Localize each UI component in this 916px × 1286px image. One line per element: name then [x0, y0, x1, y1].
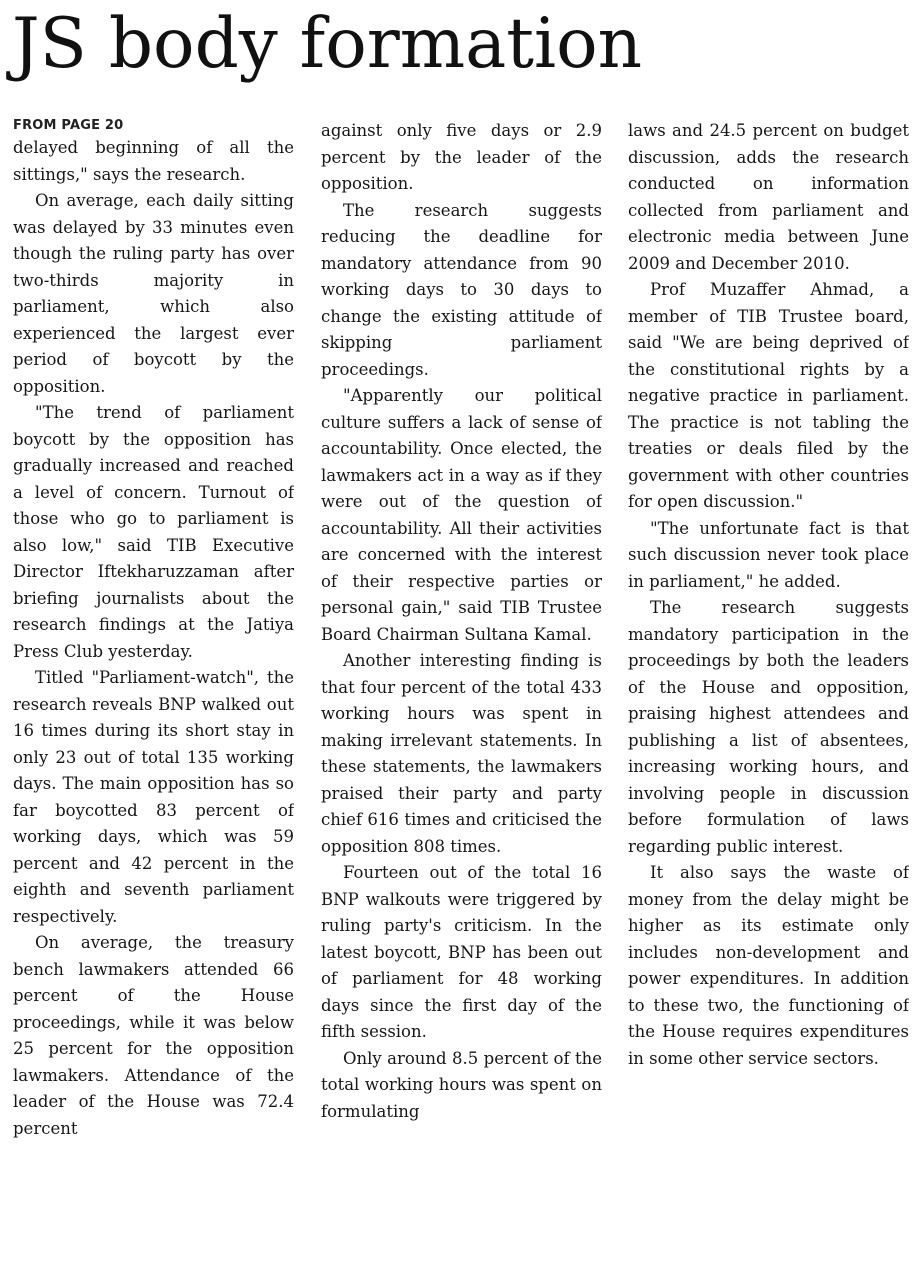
article-paragraph: On average, the treasury bench lawmakers attended 66 percent of the House proceedings, while it was below 25 percent for the opposition lawmakers. Attendance of the leader of the House was 72.4 percent: [13, 933, 294, 1138]
article-paragraph: delayed beginning of all the sittings," says the research.: [13, 138, 294, 184]
article-paragraph: The research suggests mandatory participation in the proceedings by both the leaders of the House and opposition, praising highest attendees and publishing a list of absentees, increasing working hours, and involving people in discussion before formulation of laws regarding public interest.: [628, 598, 909, 856]
article-paragraph: The research suggests reducing the deadline for mandatory attendance from 90 working days to 30 days to change the existing attitude of skipping parliament proceedings.: [321, 200, 602, 379]
article-paragraph: Prof Muzaffer Ahmad, a member of TIB Trustee board, said "We are being deprived of the constitutional rights by a negative practice in parliament. The practice is not tabling the treaties or deals filed by the government with other countries for open discussion.": [628, 280, 909, 511]
article-paragraph: against only five days or 2.9 percent by the leader of the opposition.: [321, 121, 602, 193]
article-paragraph: Titled "Parliament-watch", the research reveals BNP walked out 16 times during its short stay in only 23 out of total 135 working days. The main opposition has so far boycotted 83 percent of working days, which was 59 percent and 42 percent in the eighth and seventh parliament respectively.: [13, 668, 294, 926]
article-column-2: [321, 116, 602, 1286]
headline: JS body formation: [12, 4, 643, 84]
article-paragraph: "The trend of parliament boycott by the opposition has gradually increased and reached a level of concern. Turnout of those who go to parliament is also low," said TIB Executive Director Iftekharuzzaman after briefing journalists about the research findings at the Jatiya Press Club yesterday.: [13, 403, 294, 661]
article-paragraph: Only around 8.5 percent of the total working hours was spent on formulating: [321, 1048, 602, 1121]
continued-from-label: FROM PAGE 20: [13, 118, 124, 133]
article-paragraph: "Apparently our political culture suffers a lack of sense of accountability. Once elected, the lawmakers act in a way as if they were out of the question of accountability. All their activities are concerned with the interest of their respective parties or personal gain," said TIB Trustee Board Chairman Sultana Kamal.: [321, 386, 602, 644]
article-paragraph: On average, each daily sitting was delayed by 33 minutes even though the ruling party has over two-thirds majority in parliament, which also experienced the largest ever period of boycott by the opposition.: [13, 191, 294, 396]
article-paragraph: "The unfortunate fact is that such discussion never took place in parliament," he added.: [628, 518, 909, 591]
article-paragraph: Another interesting finding is that four percent of the total 433 working hours was spent in making irrelevant statements. In these statements, the lawmakers praised their party and party chief 616 times and criticised the opposition 808 times.: [321, 651, 602, 856]
article-paragraph: Fourteen out of the total 16 BNP walkouts were triggered by ruling party's criticism. In the latest boycott, BNP has been out of parliament for 48 working days since the first day of the fifth session.: [321, 863, 602, 1041]
article-column-1: [13, 116, 294, 1286]
article-paragraph: It also says the waste of money from the delay might be higher as its estimate only includes non-development and power expenditures. In addition to these two, the functioning of the House requires expenditures in some other service sectors.: [628, 863, 909, 1068]
article-column-3: [628, 116, 909, 1286]
article-paragraph: laws and 24.5 percent on budget discussion, adds the research conducted on information collected from parliament and electronic media between June 2009 and December 2010.: [628, 121, 909, 273]
